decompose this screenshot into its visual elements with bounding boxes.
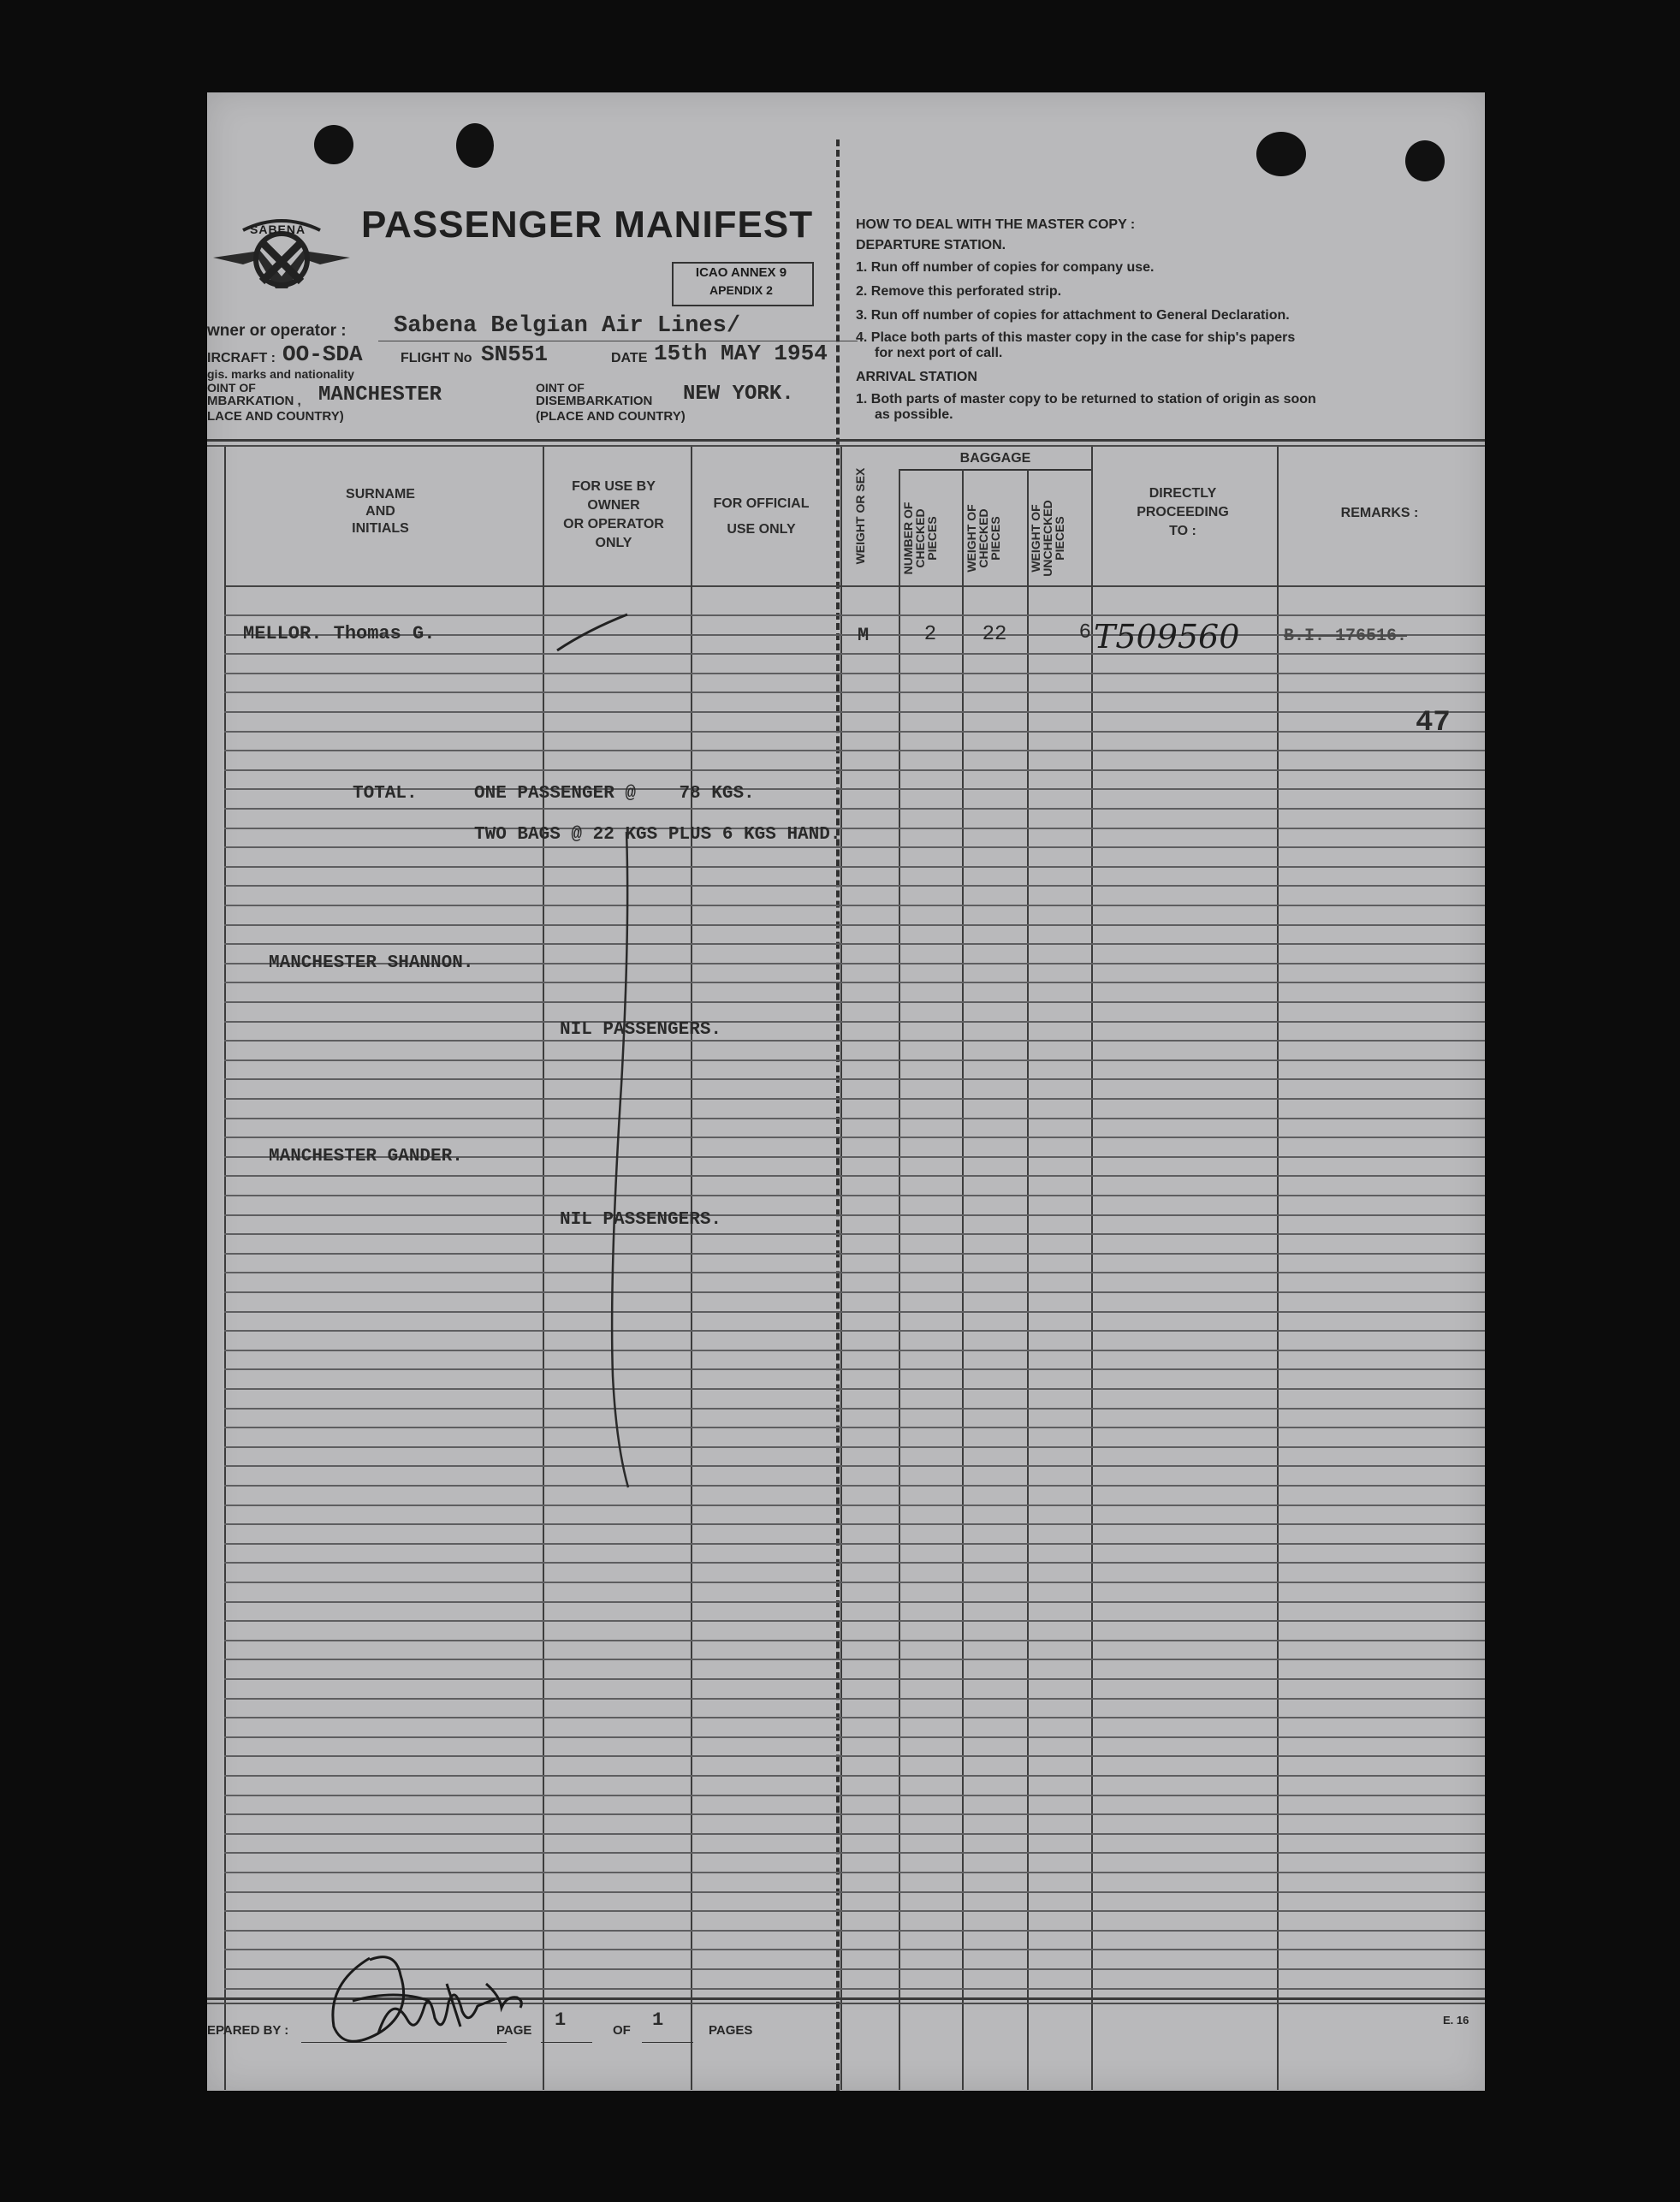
col-header-owner-3: OR OPERATOR xyxy=(563,517,664,531)
ruled-line xyxy=(224,1523,1485,1525)
col-header-weight-sex: WEIGHT OR SEX xyxy=(853,467,867,565)
ruled-line xyxy=(224,769,1485,771)
ruled-line xyxy=(224,1098,1485,1100)
ruled-line xyxy=(224,982,1485,983)
signature-image xyxy=(318,1924,541,2061)
ruled-line xyxy=(224,1910,1485,1912)
ruled-line xyxy=(224,885,1485,887)
col-header-remarks: REMARKS : xyxy=(1340,506,1419,520)
page-underline xyxy=(541,2042,592,2043)
col-header-surname-1: SURNAME xyxy=(346,487,415,502)
ruled-line xyxy=(224,1233,1485,1235)
page-number: 1 xyxy=(555,2009,567,2031)
instruction-1: 1. Run off number of copies for company use. xyxy=(856,260,1155,275)
col-header-surname-2: AND xyxy=(365,504,395,519)
ruled-line xyxy=(224,1562,1485,1564)
ruled-line xyxy=(224,614,1485,616)
ruled-line xyxy=(224,1601,1485,1603)
passenger-weight-checked: 22 xyxy=(982,623,1007,646)
ruled-line xyxy=(224,1755,1485,1757)
col-header-num-checked: NUMBER OF CHECKED PIECES xyxy=(901,502,939,575)
passenger-weight-unchecked: 6 xyxy=(1078,621,1091,644)
col-header-directly-3: TO : xyxy=(1169,524,1196,538)
ruled-line xyxy=(224,1388,1485,1390)
ruled-line xyxy=(224,1505,1485,1506)
passenger-remarks: B.I. 176516. xyxy=(1284,626,1408,646)
handwritten-line xyxy=(592,828,644,1496)
baggage-header: BAGGAGE xyxy=(959,451,1031,466)
logo-text: SABENA xyxy=(250,223,306,236)
ruled-line xyxy=(224,1253,1485,1255)
aircraft-label: IRCRAFT : xyxy=(207,351,276,365)
flight-value: SN551 xyxy=(481,341,549,367)
passenger-sex: M xyxy=(858,625,870,646)
ruled-line xyxy=(224,1368,1485,1370)
ruled-line xyxy=(224,1291,1485,1293)
owner-tick-mark xyxy=(554,611,631,654)
stop-1-route: MANCHESTER SHANNON. xyxy=(269,953,474,973)
icao-annex: ICAO ANNEX 9 xyxy=(695,265,787,280)
embarkation-label: MBARKATION , xyxy=(207,394,301,408)
ruled-line xyxy=(224,1813,1485,1815)
aircraft-reg: OO-SDA xyxy=(282,341,363,367)
instructions-title: HOW TO DEAL WITH THE MASTER COPY : xyxy=(856,217,1136,232)
passenger-directly-to: T509560 xyxy=(1094,618,1240,656)
remarks-number: 47 xyxy=(1416,707,1451,739)
ruled-line xyxy=(224,1311,1485,1313)
ruled-line xyxy=(224,1582,1485,1583)
ruled-line xyxy=(224,1175,1485,1177)
ruled-line xyxy=(224,1214,1485,1216)
ruled-line xyxy=(224,1833,1485,1835)
ruled-line xyxy=(224,846,1485,848)
ruled-line xyxy=(224,1001,1485,1003)
ruled-line xyxy=(224,1485,1485,1487)
ruled-line xyxy=(224,1795,1485,1796)
passenger-num-checked: 2 xyxy=(923,623,937,646)
ruled-line xyxy=(224,1330,1485,1332)
arrival-1: 1. Both parts of master copy to be returned to station of origin as soon xyxy=(856,392,1316,407)
col-header-official-2: USE ONLY xyxy=(727,522,796,537)
regs-label: gis. marks and nationality xyxy=(207,367,354,381)
page-label: PAGE xyxy=(496,2023,532,2038)
ruled-line xyxy=(224,924,1485,926)
ruled-line xyxy=(224,1640,1485,1641)
passenger-name: MELLOR. Thomas G. xyxy=(243,623,436,644)
instruction-3: 3. Run off number of copies for attachment to General Declaration. xyxy=(856,308,1290,323)
instruction-4: 4. Place both parts of this master copy in the case for ship's papers xyxy=(856,330,1296,345)
ruled-line xyxy=(224,1678,1485,1680)
ruled-line xyxy=(224,905,1485,906)
prepared-by-label: EPARED BY : xyxy=(207,2023,289,2038)
ruled-line xyxy=(224,1427,1485,1428)
ruled-line xyxy=(224,1078,1485,1080)
disembarkation-label: DISEMBARKATION xyxy=(536,394,653,408)
ruled-line xyxy=(224,1408,1485,1410)
total-passengers: ONE PASSENGER @ 78 KGS. xyxy=(474,784,755,804)
of-label: OF xyxy=(613,2023,631,2038)
date-label: DATE xyxy=(611,351,648,365)
ruled-line xyxy=(224,750,1485,751)
ruled-line xyxy=(224,711,1485,713)
ruled-line xyxy=(224,1272,1485,1273)
departure-heading: DEPARTURE STATION. xyxy=(856,238,1006,252)
ruled-line xyxy=(224,866,1485,868)
ruled-line xyxy=(224,1872,1485,1873)
ruled-line xyxy=(224,1891,1485,1893)
ruled-line xyxy=(224,808,1485,810)
point-of-label: OINT OF xyxy=(207,381,256,395)
col-header-weight-unchecked: WEIGHT OF UNCHECKED PIECES xyxy=(1029,500,1066,577)
ruled-line xyxy=(224,1543,1485,1545)
of-underline xyxy=(642,2042,693,2043)
col-header-weight-checked: WEIGHT OF CHECKED PIECES xyxy=(965,504,1002,573)
point-of-right: OINT OF xyxy=(536,381,585,395)
ruled-line xyxy=(224,1118,1485,1119)
page-total: 1 xyxy=(652,2009,664,2031)
col-header-owner-1: FOR USE BY xyxy=(572,479,656,494)
arrival-1b: as possible. xyxy=(875,407,953,422)
ruled-line xyxy=(224,1659,1485,1660)
ruled-line xyxy=(224,1059,1485,1061)
ruled-line xyxy=(224,1350,1485,1351)
ruled-line xyxy=(224,673,1485,674)
ruled-line xyxy=(224,1137,1485,1138)
pages-label: PAGES xyxy=(709,2023,753,2038)
ruled-line xyxy=(224,1717,1485,1718)
stop-2-status: NIL PASSENGERS. xyxy=(560,1210,722,1230)
instruction-2: 2. Remove this perforated strip. xyxy=(856,284,1062,299)
col-header-directly-1: DIRECTLY xyxy=(1149,486,1217,501)
total-bags: TWO BAGS @ 22 KGS PLUS 6 KGS HAND. xyxy=(474,825,841,845)
stop-2-route: MANCHESTER GANDER. xyxy=(269,1147,463,1166)
ruled-line xyxy=(224,691,1485,693)
ruled-line xyxy=(224,1021,1485,1023)
col-header-owner-4: ONLY xyxy=(595,536,632,550)
flight-label: FLIGHT No xyxy=(401,351,472,365)
ruled-line xyxy=(224,1465,1485,1467)
total-label: TOTAL. xyxy=(353,784,418,804)
ruled-line xyxy=(224,1775,1485,1777)
ruled-line xyxy=(224,828,1485,829)
ruled-line xyxy=(224,943,1485,945)
arrival-heading: ARRIVAL STATION xyxy=(856,370,977,384)
ruled-line xyxy=(224,1446,1485,1448)
owner-value: Sabena Belgian Air Lines/ xyxy=(394,313,741,339)
owner-label: wner or operator : xyxy=(207,322,347,340)
ruled-line xyxy=(224,1195,1485,1196)
place-country-left: LACE AND COUNTRY) xyxy=(207,409,344,424)
date-value: 15th MAY 1954 xyxy=(654,341,828,366)
ruled-line xyxy=(224,1620,1485,1622)
page-title: PASSENGER MANIFEST xyxy=(361,204,814,246)
ruled-lines xyxy=(224,92,1485,2091)
instruction-4b: for next port of call. xyxy=(875,346,1003,360)
form-code: E. 16 xyxy=(1443,2014,1469,2027)
col-header-official-1: FOR OFFICIAL xyxy=(713,496,810,511)
disembarkation-value: NEW YORK. xyxy=(683,383,794,406)
ruled-line xyxy=(224,1698,1485,1700)
ruled-line xyxy=(224,1040,1485,1042)
col-header-surname-3: INITIALS xyxy=(352,521,409,536)
icao-apendix: APENDIX 2 xyxy=(709,283,773,297)
embarkation-value: MANCHESTER xyxy=(318,383,442,407)
ruled-line xyxy=(224,653,1485,655)
ruled-line xyxy=(224,1736,1485,1738)
col-header-owner-2: OWNER xyxy=(587,498,640,513)
ruled-line xyxy=(224,1852,1485,1854)
place-country-right: (PLACE AND COUNTRY) xyxy=(536,409,686,424)
stop-1-status: NIL PASSENGERS. xyxy=(560,1020,722,1040)
col-header-directly-2: PROCEEDING xyxy=(1137,505,1229,519)
ruled-line xyxy=(224,731,1485,733)
manifest-sheet xyxy=(207,92,1485,2091)
